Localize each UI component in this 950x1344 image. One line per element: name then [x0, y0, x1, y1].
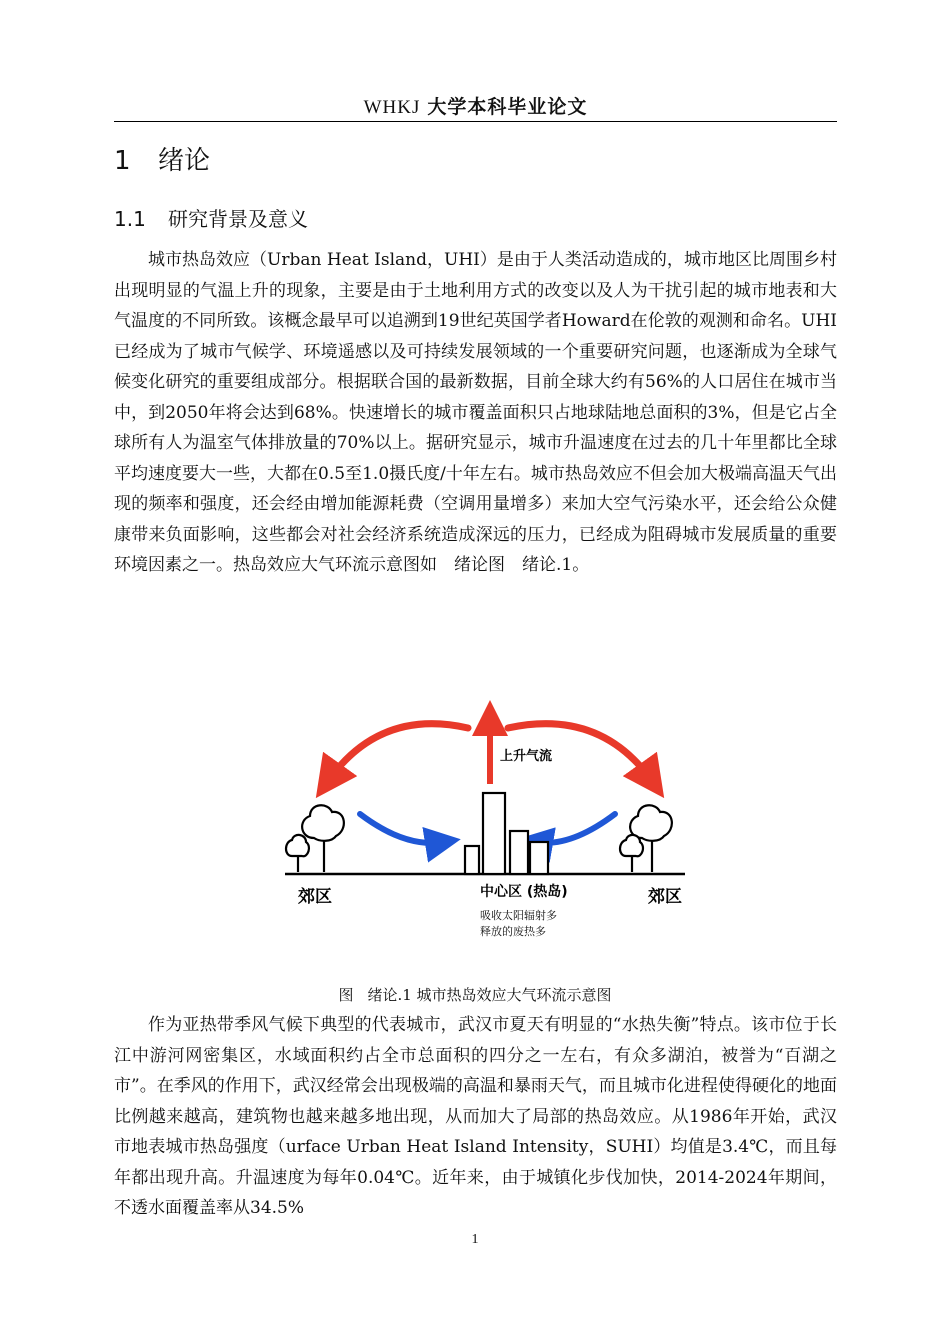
uhi-circulation-figure: [280, 688, 690, 948]
tree-icon: [286, 805, 344, 872]
header-rule: [114, 121, 837, 122]
center-heat-island-label: 中心区 (热岛): [480, 884, 568, 900]
running-header: [114, 92, 837, 122]
left-suburb-label: 郊区: [298, 887, 332, 907]
section-heading: [114, 203, 308, 232]
uhi-diagram: [280, 688, 690, 948]
caption-prefix: 图: [338, 986, 354, 1004]
section-number: 1.1: [114, 207, 146, 231]
paragraph-wuhan: 作为亚热带季风气候下典型的代表城市，武汉市夏天有明显的“水热失衡”特点。该市位于长江中游河网密集区，水域面积约占全市总面积的四分之一左右，有众多湖泊，被誉为“百湖之市”。在季风的作用下，武汉经常会出现极端的高温和暴雨天气，而且城市化进程使得硬化的地面比例越来越高，建筑物也越来越多地出现，从而加大了局部的热岛效应。从1986年开始，武汉市地表城市热岛强度（urface Urban Heat Island Intensity，SUHI）均值是3.4℃，而且每年都出现升高。升温速度为每年0.04℃。近年来，由于城镇化步伐加快，2014-2024年期间，不透水面覆盖率从34.5%: [114, 1015, 837, 1218]
caption-label: 绪论.1 城市热岛效应大气环流示意图: [367, 986, 612, 1004]
left-descending-red-arrow: [328, 724, 468, 781]
rising-air-label: 上升气流: [500, 749, 553, 764]
right-suburb-label: 郊区: [648, 887, 682, 907]
tree-icon: [620, 805, 672, 872]
figure-caption: [0, 984, 950, 1005]
right-inflow-blue-arrow: [535, 814, 615, 843]
chapter-heading: [114, 140, 210, 177]
section-title: 研究背景及意义: [168, 207, 308, 231]
paragraph-background: 城市热岛效应（Urban Heat Island，UHI）是由于人类活动造成的，城市地区比周围乡村出现明显的气温上升的现象，主要是由于土地利用方式的改变以及人为干扰引起的城市地表和大气温度的不同所致。该概念最早可以追溯到19世纪英国学者Howard在伦敦的观测和命名。UHI已经成为了城市气候学、环境遥感以及可持续发展领域的一个重要研究问题，也逐渐成为全球气候变化研究的重要组成部分。根据联合国的最新数据，目前全球大约有56%的人口居住在城市当中，到2050年将会达到68%。快速增长的城市覆盖面积只占地球陆地总面积的3%，但是它占全球所有人为温室气体排放量的70%以上。据研究显示，城市升温速度在过去的几十年里都比全球平均速度要大一些，大都在0.5至1.0摄氏度/十年左右。城市热岛效应不但会加大极端高温天气出现的频率和强度，还会经由增加能源耗费（空调用量增多）来加大空气污染水平，还会给公众健康带来负面影响，这些都会对社会经济系统造成深远的压力，已经成为阻碍城市发展质量的重要环境因素之一。热岛效应大气环流示意图如 绪论图 绪论.1。: [114, 250, 837, 575]
center-note-absorb: 吸收太阳辐射多: [480, 909, 557, 922]
center-note-waste-heat: 释放的废热多: [480, 925, 546, 938]
page-number: 1: [471, 1232, 479, 1247]
chapter-title: 绪论: [158, 146, 211, 176]
chapter-number: 1: [114, 146, 131, 176]
left-inflow-blue-arrow: [360, 814, 443, 843]
building-icon: [465, 793, 548, 874]
header-latin: WHKJ: [363, 97, 421, 118]
header-title: 大学本科毕业论文: [427, 96, 588, 118]
